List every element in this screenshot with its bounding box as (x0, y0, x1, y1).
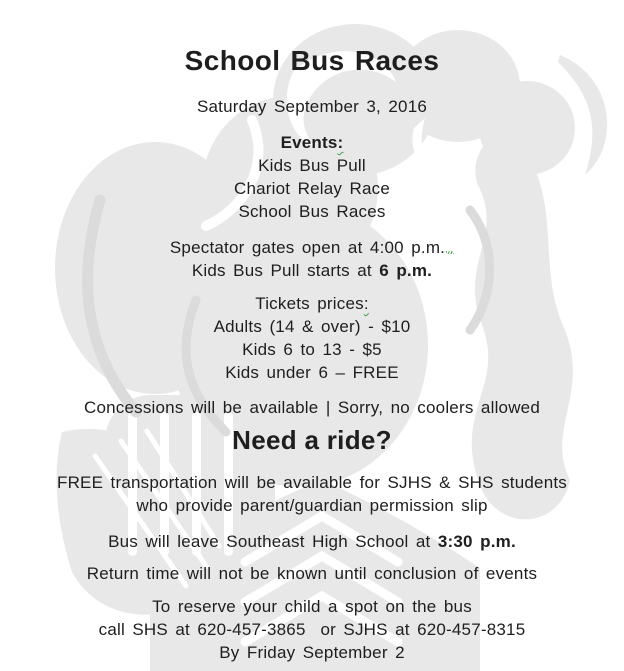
event-item: Kids Bus Pull (258, 156, 366, 175)
events-section (0, 131, 624, 223)
gates-open-line (0, 236, 624, 259)
bus-departure-text: Bus will leave Southeast High School at (108, 532, 438, 551)
events-heading-colon: : (337, 133, 344, 152)
events-heading-text: Events (280, 133, 338, 152)
reservation-line3: By Friday September 2 (219, 643, 405, 662)
reservation-section (0, 595, 624, 664)
event-item: Chariot Relay Race (234, 179, 390, 198)
transportation-line2: who provide parent/guardian permission slip (136, 496, 488, 515)
ticket-price-item: Adults (14 & over) - $10 (213, 317, 411, 336)
bus-departure-time: 3:30 p.m. (437, 532, 516, 551)
schedule-section (0, 236, 624, 282)
grammar-squiggle-icon (446, 251, 454, 254)
kids-pull-time: 6 p.m. (379, 261, 433, 280)
concessions-notice: Concessions will be available | Sorry, no coolers allowed (84, 398, 540, 417)
kids-pull-text: Kids Bus Pull starts at (191, 261, 380, 280)
page-title: School Bus Races (184, 45, 440, 76)
ride-heading: Need a ride? (232, 425, 392, 455)
transportation-section (0, 471, 624, 517)
events-heading (0, 131, 624, 154)
transportation-line1: FREE transportation will be available for SJHS & SHS students (57, 473, 567, 492)
tickets-heading-colon: : (363, 294, 369, 313)
ticket-price-item: Kids 6 to 13 - $5 (242, 340, 382, 359)
reservation-line2: call SHS at 620-457-3865 or SJHS at 620-457-8315 (98, 620, 526, 639)
event-item: School Bus Races (238, 202, 386, 221)
gates-open-text: Spectator gates open at 4:00 p.m. (169, 238, 446, 257)
bus-departure-line (0, 530, 624, 553)
reservation-line1: To reserve your child a spot on the bus (152, 597, 472, 616)
tickets-heading (0, 292, 624, 315)
kids-pull-line (0, 259, 624, 282)
tickets-heading-text: Tickets prices (255, 294, 364, 313)
tickets-section (0, 292, 624, 384)
ticket-price-item: Kids under 6 – FREE (225, 363, 399, 382)
return-time-line: Return time will not be known until conclusion of events (86, 564, 538, 583)
event-date: Saturday September 3, 2016 (196, 97, 428, 116)
